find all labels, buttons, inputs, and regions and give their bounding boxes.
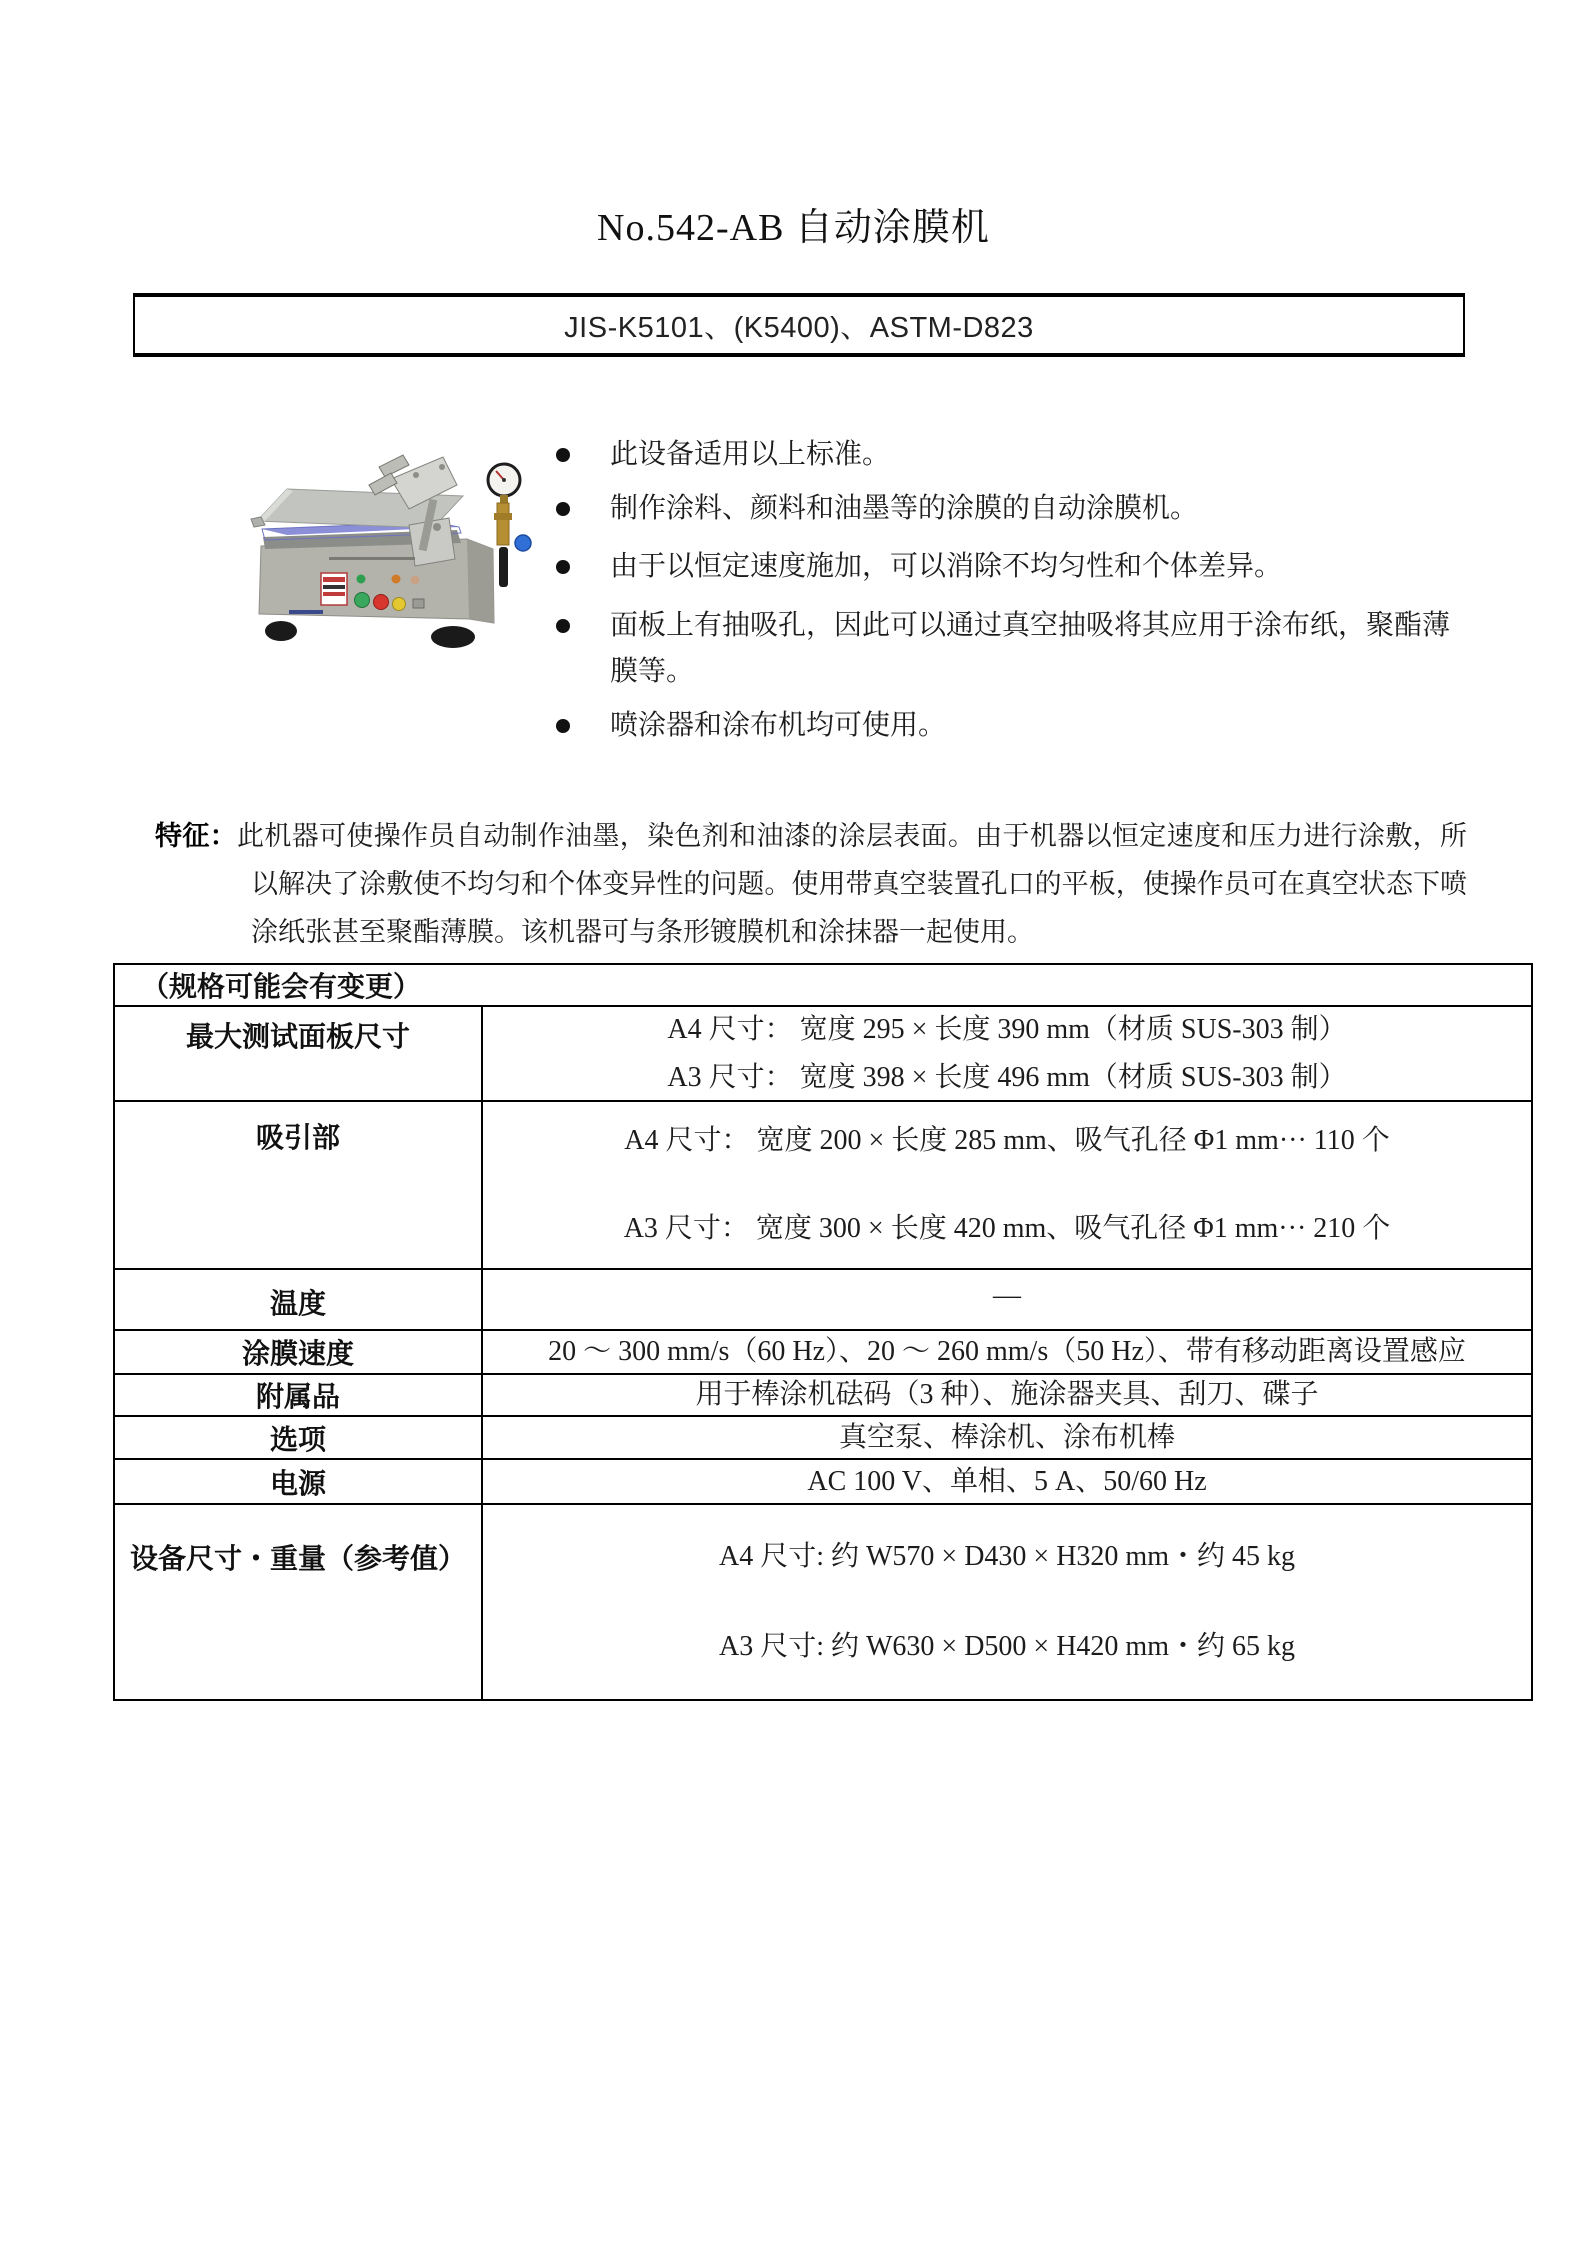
row-label: 附属品 [115,1375,483,1415]
row-value: A4 尺寸： 宽度 200 × 长度 285 mm、吸气孔径 Φ1 mm··· 110 个 [624,1125,1390,1156]
table-row-dimensions-weight [115,1503,1531,1699]
row-value: — [993,1280,1021,1311]
row-value: A3 尺寸： 宽度 300 × 长度 420 mm、吸气孔径 Φ1 mm··· 210 个 [623,1213,1391,1244]
bullet-icon [556,448,570,462]
machine-foot-right [431,626,475,648]
row-values [483,1331,1531,1373]
row-values [483,1102,1531,1268]
table-row-suction [115,1100,1531,1268]
row-label: 设备尺寸・重量（参考值） [115,1505,483,1699]
warning-label-bar1 [323,577,345,582]
button-yellow [393,598,406,611]
brass-column [497,503,509,545]
bullet-text: 面板上有抽吸孔，因此可以通过真空抽吸将其应用于涂布纸，聚酯薄膜等。 [610,610,1451,687]
row-label: 最大测试面板尺寸 [115,1007,483,1100]
table-row-coating-speed [115,1329,1531,1373]
spec-table [113,963,1533,1701]
table-row-options [115,1415,1531,1458]
bullet-text: 此设备适用以上标准。 [610,439,891,470]
indicator-green [357,575,366,584]
bullet-text: 由于以恒定速度施加，可以消除不均匀性和个体差异。 [610,551,1283,582]
toggle-switch [413,599,424,608]
table-row-accessories [115,1373,1531,1415]
row-label: 温度 [115,1270,483,1329]
row-value: A3 尺寸： 宽度 398 × 长度 496 mm（材质 SUS-303 制） [667,1061,1347,1093]
features-paragraph [155,812,1467,956]
row-value: A4 尺寸: 约 W570 × D430 × H320 mm・约 45 kg [718,1541,1295,1572]
indicator-orange [392,575,401,584]
row-value: A4 尺寸： 宽度 295 × 长度 390 mm（材质 SUS-303 制） [667,1013,1347,1045]
row-label: 选项 [115,1417,483,1458]
indicator-tan [411,576,420,585]
black-handle [499,547,508,587]
stop-button-red [374,595,389,610]
feature-bullet-list [556,432,1476,749]
row-value: 20 ～ 300 mm/s（60 Hz）、20 ～ 260 mm/s（50 Hz）、带有移动距离设置感应 [548,1336,1466,1367]
warning-label-bar3 [323,592,345,596]
features-label: 特征： [155,821,238,851]
page-title: No.542-AB 自动涂膜机 [597,207,990,249]
blue-valve-knob [515,535,531,551]
bullet-text: 喷涂器和涂布机均可使用。 [610,710,947,741]
row-value: A3 尺寸: 约 W630 × D500 × H420 mm・约 65 kg [718,1631,1295,1662]
row-values [483,1375,1531,1415]
bullet-item [556,703,1476,749]
bullet-text: 制作涂料、颜料和油墨等的涂膜的自动涂膜机。 [610,493,1199,524]
bullet-icon [556,719,570,733]
row-values [483,1460,1531,1503]
row-value: AC 100 V、单相、5 A、50/60 Hz [807,1465,1207,1497]
machine-illustration [241,433,541,651]
standards-text: JIS-K5101、(K5400)、ASTM-D823 [564,311,1034,344]
row-values [483,1007,1531,1100]
row-label: 电源 [115,1460,483,1503]
features-text: 此机器可使操作员自动制作油墨，染色剂和油漆的涂层表面。由于机器以恒定速度和压力进行涂敷，所以解决了涂敷使不均匀和个体变异性的问题。使用带真空装置孔口的平板，使操作员可在真空状态下喷涂纸张甚至聚酯薄膜。该机器可与条形镀膜机和涂抹器一起使用。 [237,821,1468,947]
applicator-screw-3 [439,464,445,470]
spec-note: （规格可能会有变更） [141,972,422,1003]
standards-box [133,293,1465,357]
table-row-max-panel-size [115,1005,1531,1100]
product-photo [241,433,541,651]
bullet-item [556,544,1476,590]
applicator-screw-1 [433,523,441,531]
start-button-green [355,593,370,608]
bullet-icon [556,560,570,574]
table-row-temperature [115,1268,1531,1329]
bullet-item [556,603,1476,695]
bullet-item [556,486,1476,532]
machine-foot-left [265,621,297,641]
row-value: 真空泵、棒涂机、涂布机棒 [838,1421,1175,1453]
bullet-icon [556,502,570,516]
bullet-icon [556,619,570,633]
row-label: 涂膜速度 [115,1331,483,1373]
table-row-note [115,965,1531,1005]
gauge-hub [502,478,506,482]
table-row-power [115,1458,1531,1503]
machine-body-side [467,539,494,623]
row-values [483,1270,1531,1329]
applicator-screw-2 [413,472,419,478]
row-value: 用于棒涂机砝码（3 种）、施涂器夹具、刮刀、碟子 [695,1379,1319,1410]
row-values [483,1505,1531,1699]
row-label: 吸引部 [115,1102,483,1268]
row-values [483,1417,1531,1458]
gauge-stem [500,495,508,503]
bullet-item [556,432,1476,478]
brass-fitting [494,513,512,520]
warning-label-bar2 [323,585,345,589]
model-text-line [329,557,415,560]
applicator-clamp-2 [369,473,397,495]
brand-logo [289,610,323,614]
